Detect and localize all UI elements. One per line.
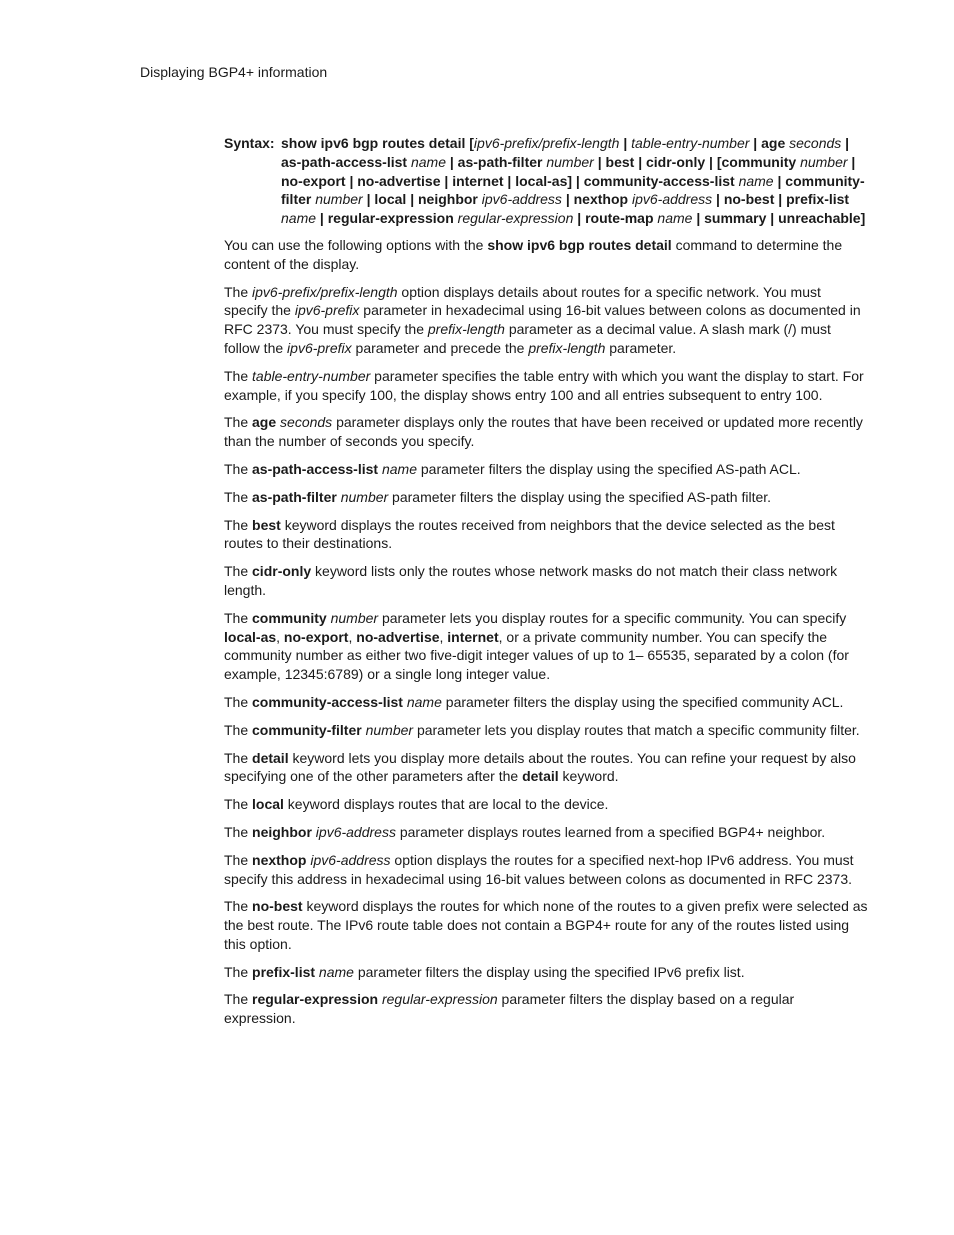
keyword-text: as-path-filter xyxy=(252,488,337,505)
paragraph xyxy=(224,693,868,712)
keyword-text: as-path-access-list xyxy=(252,460,379,477)
paragraph xyxy=(224,413,868,451)
body-text: parameter lets you display routes that match a specific community filter. xyxy=(413,721,860,738)
body-text: parameter filters the display using the specified community ACL. xyxy=(441,693,844,710)
body-text: The xyxy=(224,283,253,300)
parameter-text: number xyxy=(546,153,594,170)
parameter-text: table-entry-number xyxy=(252,367,371,384)
body-text: parameter displays routes learned from a specified BGP4+ neighbor. xyxy=(395,823,826,840)
keyword-text: regular-expression xyxy=(252,991,379,1008)
parameter-text: name xyxy=(281,210,317,227)
paragraph xyxy=(224,283,868,358)
parameter-text: name xyxy=(406,693,442,710)
keyword-text: detail xyxy=(252,749,289,766)
body-text: parameter filters the display using the specified AS-path filter. xyxy=(388,488,772,505)
keyword-text: local-as xyxy=(224,628,277,645)
paragraph xyxy=(224,609,868,684)
body-text: option displays details about routes for a specific network. You must specify the xyxy=(224,283,821,319)
parameter-text: name xyxy=(657,210,693,227)
keyword-text: | nexthop xyxy=(561,191,632,208)
body-text: parameter filters the display using the specified IPv6 prefix list. xyxy=(353,963,745,980)
body-text: keyword lets you display more details about the routes. You can refine your request by also specifying one of the other parameters after the xyxy=(224,749,856,785)
body-text: The xyxy=(224,963,253,980)
body-text: parameter specifies the table entry with which you want the display to start. For example, if you specify 100, the display shows entry 100 and all entries subsequent to entry 100. xyxy=(224,367,864,403)
body-text: The xyxy=(224,460,253,477)
keyword-text: | no-best | prefix-list xyxy=(712,191,850,208)
keyword-text: | local | neighbor xyxy=(362,191,482,208)
body-text: The xyxy=(224,721,253,738)
paragraph xyxy=(224,367,868,405)
main-content xyxy=(224,134,868,1037)
keyword-text: cidr-only xyxy=(252,563,312,580)
syntax-body xyxy=(281,134,868,228)
paragraph xyxy=(224,721,868,740)
parameter-text: table-entry-number xyxy=(631,135,750,151)
body-text: parameter filters the display based on a regular expression. xyxy=(224,991,795,1027)
keyword-text: show ipv6 bgp routes detail xyxy=(487,236,672,253)
keyword-text: | no-export | no-advertise | internet | local-as] | community-access-list xyxy=(281,153,856,189)
body-text: The xyxy=(224,516,253,533)
body-text: The xyxy=(224,749,253,766)
paragraph xyxy=(224,963,868,982)
body-text: , or a private community number. You can specify the community number as either two five-digit integer values of up to 1– 65535, separated by a colon (for example, 12345:6789) or a single long integer value. xyxy=(224,628,849,683)
body-text: , xyxy=(439,628,448,645)
keyword-text: nexthop xyxy=(252,851,307,868)
paragraph xyxy=(224,488,868,507)
parameter-text: name xyxy=(738,172,774,189)
keyword-text: detail xyxy=(522,768,559,785)
body-text: parameter lets you display routes for a specific community. You can specify xyxy=(378,609,847,626)
body-text: parameter. xyxy=(605,339,677,356)
parameter-text: number xyxy=(340,488,389,505)
parameter-text: number xyxy=(365,721,414,738)
parameter-text: name xyxy=(318,963,354,980)
parameter-text: regular-expression xyxy=(381,991,498,1008)
paragraph xyxy=(224,795,868,814)
body-text: command to determine the content of the display. xyxy=(224,236,843,272)
parameter-text: number xyxy=(315,191,363,208)
keyword-text: neighbor xyxy=(252,823,312,840)
body-text: keyword displays the routes received from neighbors that the device selected as the best routes to their destinations. xyxy=(224,516,835,552)
body-text: The xyxy=(224,823,253,840)
paragraph xyxy=(224,749,868,787)
paragraph xyxy=(224,823,868,842)
body-text: The xyxy=(224,367,253,384)
parameter-text: prefix-length xyxy=(528,339,606,356)
body-text: You can use the following options with the xyxy=(224,236,488,253)
body-text: The xyxy=(224,851,253,868)
paragraph xyxy=(224,851,868,889)
body-text: ] xyxy=(860,210,866,227)
body-text: parameter as a decimal value. A slash mark (/) must follow the xyxy=(224,321,831,356)
parameter-text: ipv6-address xyxy=(631,191,713,208)
keyword-text: internet xyxy=(447,628,499,645)
keyword-text: no-advertise xyxy=(356,628,440,645)
body-text: The xyxy=(224,796,253,813)
keyword-text: | age xyxy=(749,135,790,151)
parameter-text: seconds xyxy=(789,135,842,151)
body-text: The xyxy=(224,609,253,626)
parameter-text: prefix-length xyxy=(427,321,505,338)
keyword-text: no-best xyxy=(252,898,303,915)
paragraph xyxy=(224,562,868,600)
body-text: keyword lists only the routes whose network masks do not match their class network length. xyxy=(224,563,838,598)
paragraph xyxy=(224,460,868,479)
keyword-text: age xyxy=(252,414,277,431)
paragraph xyxy=(224,516,868,554)
keyword-text: | best | cidr-only | [community xyxy=(593,153,801,170)
syntax-block xyxy=(224,134,868,228)
body-text: option displays the routes for a specified next-hop IPv6 address. You must specify this address in hexadecimal using 16-bit values between colons as documented in RFC 2373. xyxy=(224,851,854,887)
syntax-label: Syntax: xyxy=(224,135,275,151)
body-text: parameter displays only the routes that have been received or updated more recently than the number of seconds you specify. xyxy=(224,414,863,450)
body-text: parameter and precede the xyxy=(351,339,529,356)
keyword-text: community xyxy=(252,609,327,626)
body-text: keyword displays routes that are local to the device. xyxy=(283,796,609,813)
paragraph xyxy=(224,236,868,274)
keyword-text: | community-filter xyxy=(281,172,865,208)
keyword-text: | regular-expression xyxy=(316,210,458,227)
parameter-text: seconds xyxy=(280,414,333,431)
parameter-text: ipv6-prefix xyxy=(287,339,352,356)
parameter-text: number xyxy=(330,609,379,626)
keyword-text: community-filter xyxy=(252,721,362,738)
body-text: | xyxy=(619,135,632,151)
body-text: , xyxy=(348,628,357,645)
body-text: The xyxy=(224,488,253,505)
keyword-text: no-export xyxy=(283,628,349,645)
parameter-text: ipv6-prefix/prefix-length xyxy=(252,283,398,300)
parameter-text: name xyxy=(381,460,417,477)
keyword-text: show ipv6 bgp routes detail xyxy=(281,135,470,151)
keyword-text: community-access-list xyxy=(252,693,403,710)
parameter-text: ipv6-address xyxy=(315,823,396,840)
body-text: The xyxy=(224,991,253,1008)
keyword-text: local xyxy=(252,796,284,813)
body-text: [ xyxy=(469,135,474,151)
keyword-text: best xyxy=(252,516,281,533)
paragraph xyxy=(224,897,868,953)
parameter-text: number xyxy=(800,153,848,170)
body-text: keyword displays the routes for which none of the routes to a given prefix were selected as the best route. The IPv6 route table does not contain a BGP4+ route for any of the routes listed using this option. xyxy=(224,898,868,952)
body-text: parameter in hexadecimal using 16-bit values between colons as documented in RFC 2373. You must specify the xyxy=(224,302,861,338)
paragraph xyxy=(224,990,868,1028)
body-text: The xyxy=(224,414,253,431)
body-text: , xyxy=(276,628,284,645)
body-text: The xyxy=(224,898,253,915)
keyword-text: | as-path-access-list xyxy=(281,135,850,170)
body-text: The xyxy=(224,563,253,580)
keyword-text: | as-path-filter xyxy=(445,153,547,170)
body-text: The xyxy=(224,693,253,710)
page-header: Displaying BGP4+ information xyxy=(140,64,328,80)
parameter-text: name xyxy=(410,153,446,170)
parameter-text: ipv6-prefix/prefix-length xyxy=(473,135,620,151)
body-text: keyword. xyxy=(558,768,619,785)
keyword-text: | summary | unreachable xyxy=(692,210,861,227)
keyword-text: prefix-list xyxy=(252,963,316,980)
body-text: parameter filters the display using the specified AS-path ACL. xyxy=(417,460,801,477)
parameter-text: ipv6-address xyxy=(310,851,391,868)
paragraph-list xyxy=(224,236,868,1028)
parameter-text: ipv6-address xyxy=(481,191,562,208)
parameter-text: regular-expression xyxy=(457,210,574,227)
parameter-text: ipv6-prefix xyxy=(294,302,360,319)
keyword-text: | route-map xyxy=(573,210,658,227)
